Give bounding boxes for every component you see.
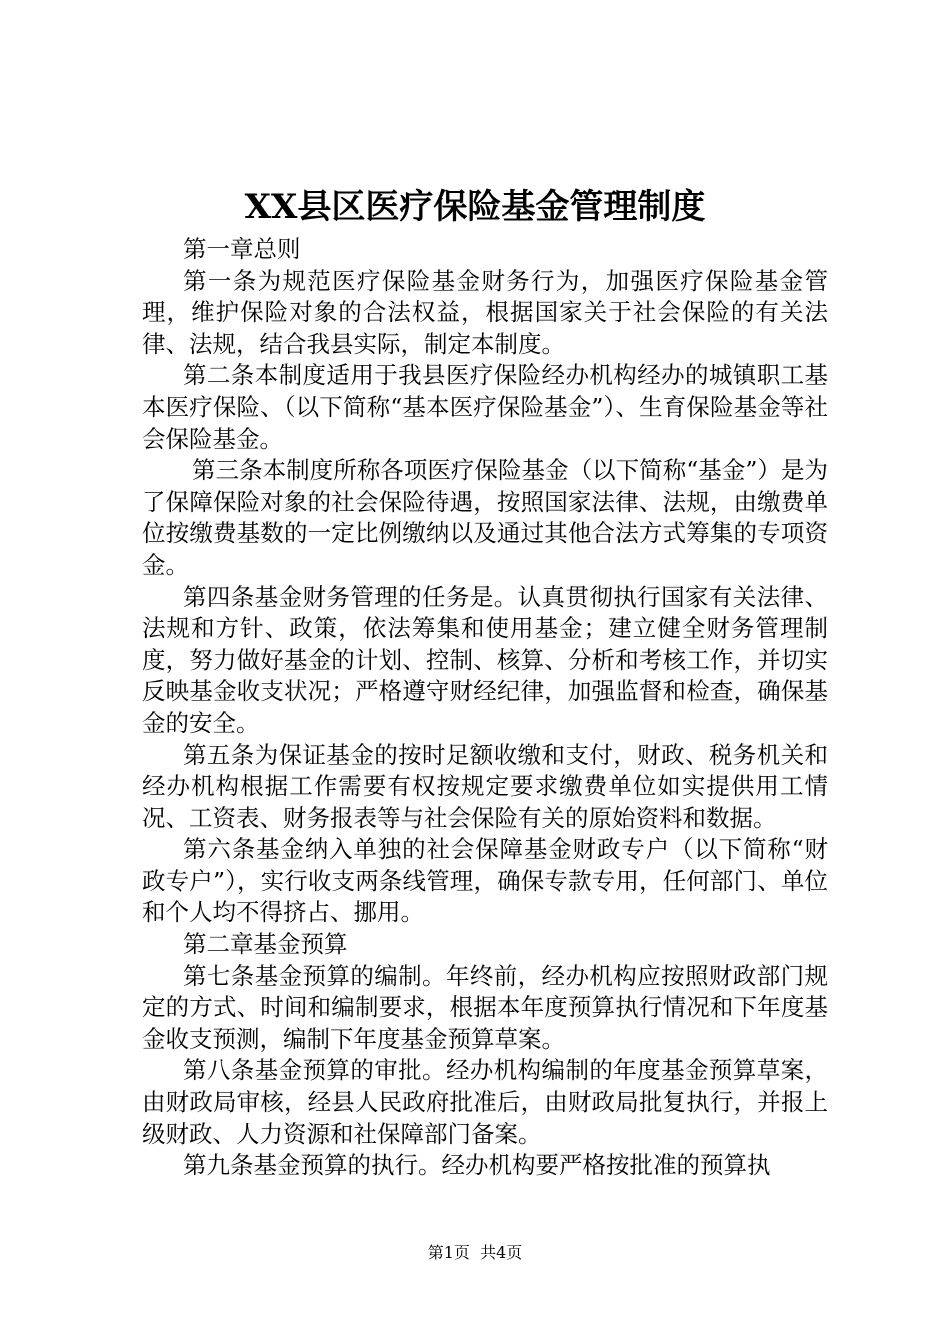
page-footer — [0, 1242, 950, 1264]
article-paragraph: 第五条为保证基金的按时足额收缴和支付，财政、税务机关和经办机构根据工作需要有权按规定要求缴费单位如实提供用工情况、工资表、财务报表等与社会保险有关的原始资料和数据。 — [142, 740, 828, 832]
article-paragraph: 第七条基金预算的编制。年终前，经办机构应按照财政部门规定的方式、时间和编制要求，根据本年度预算执行情况和下年度基金收支预测，编制下年度基金预算草案。 — [142, 961, 828, 1053]
article-paragraph: 第一条为规范医疗保险基金财务行为，加强医疗保险基金管理，维护保险对象的合法权益，根据国家关于社会保险的有关法律、法规，结合我县实际，制定本制度。 — [142, 266, 828, 358]
chapter-heading: 第二章基金预算 — [183, 930, 348, 959]
page-total: 共4页 — [480, 1243, 523, 1262]
article-paragraph: 第二条本制度适用于我县医疗保险经办机构经办的城镇职工基本医疗保险、（以下简称“基本医疗保险基金”）、生育保险基金等社会保险基金。 — [142, 361, 828, 453]
document-body — [142, 234, 828, 1182]
article-paragraph: 第九条基金预算的执行。经办机构要严格按批准的预算执 — [183, 1151, 771, 1180]
article-paragraph: 第八条基金预算的审批。经办机构编制的年度基金预算草案，由财政局审核，经县人民政府批准后，由财政局批复执行，并报上级财政、人力资源和社保障部门备案。 — [142, 1056, 828, 1148]
article-paragraph: 第六条基金纳入单独的社会保障基金财政专户（以下简称“财政专户”），实行收支两条线管理，确保专款专用，任何部门、单位和个人均不得挤占、挪用。 — [142, 835, 828, 927]
document-title: XX县区医疗保险基金管理制度 — [244, 187, 706, 227]
article-paragraph: 第三条本制度所称各项医疗保险基金（以下简称“基金”）是为了保障保险对象的社会保险待遇，按照国家法律、法规，由缴费单位按缴费基数的一定比例缴纳以及通过其他合法方式筹集的专项资金。 — [142, 456, 828, 579]
article-paragraph: 第四条基金财务管理的任务是。认真贯彻执行国家有关法律、法规和方针、政策，依法筹集和使用基金；建立健全财务管理制度，努力做好基金的计划、控制、核算、分析和考核工作，并切实反映基金收支状况；严格遵守财经纪律，加强监督和检查，确保基金的安全。 — [142, 582, 828, 737]
chapter-heading: 第一章总则 — [183, 235, 301, 263]
page-number: 第1页 — [427, 1243, 470, 1262]
footer-spacer — [470, 1243, 480, 1262]
